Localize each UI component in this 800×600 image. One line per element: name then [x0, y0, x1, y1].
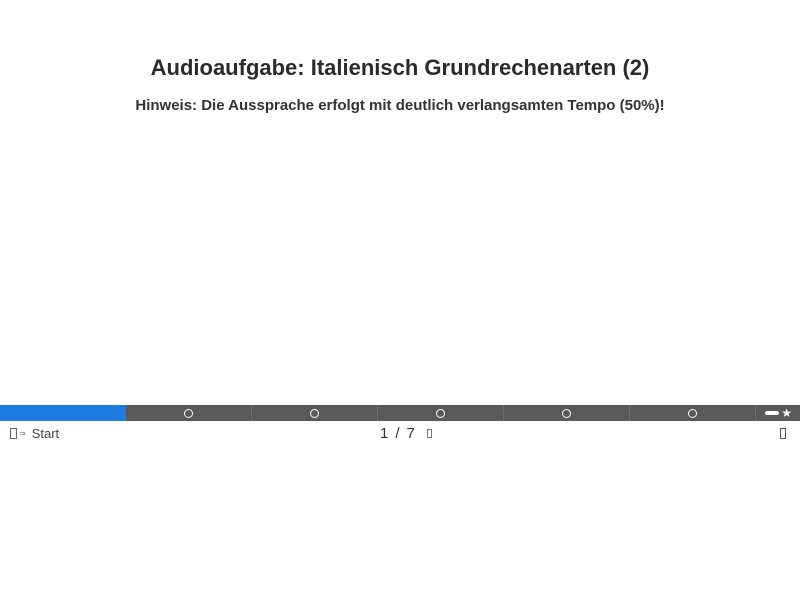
progress-step-4[interactable] [378, 405, 504, 421]
page-title: Audioaufgabe: Italienisch Grundrechenarten (2) [150, 55, 650, 80]
progress-step-1[interactable] [0, 405, 126, 421]
bar-icon [765, 411, 779, 415]
arrow-icon: ⇒ [19, 429, 26, 438]
placeholder-glyph-icon[interactable] [780, 428, 786, 439]
progress-bar [0, 405, 800, 421]
progress-step-3[interactable] [252, 405, 378, 421]
page-total: 7 [406, 425, 415, 442]
start-button-label: Start [31, 426, 60, 441]
start-icon [10, 428, 17, 439]
page-counter [380, 425, 432, 442]
footer-bar [0, 424, 800, 446]
placeholder-glyph-icon[interactable] [427, 429, 432, 438]
page-separator: / [395, 425, 400, 442]
circle-icon [184, 409, 193, 418]
progress-step-6[interactable] [630, 405, 756, 421]
progress-step-5[interactable] [504, 405, 630, 421]
circle-icon [310, 409, 319, 418]
circle-icon [562, 409, 571, 418]
progress-step-final[interactable] [756, 405, 800, 421]
progress-step-2[interactable] [126, 405, 252, 421]
page-hint: Hinweis: Die Aussprache erfolgt mit deutlich verlangsamten Tempo (50%)! [135, 97, 665, 114]
circle-icon [436, 409, 445, 418]
star-icon: ★ [781, 406, 792, 420]
start-button[interactable] [10, 426, 59, 441]
circle-icon [688, 409, 697, 418]
page-current: 1 [380, 425, 389, 442]
